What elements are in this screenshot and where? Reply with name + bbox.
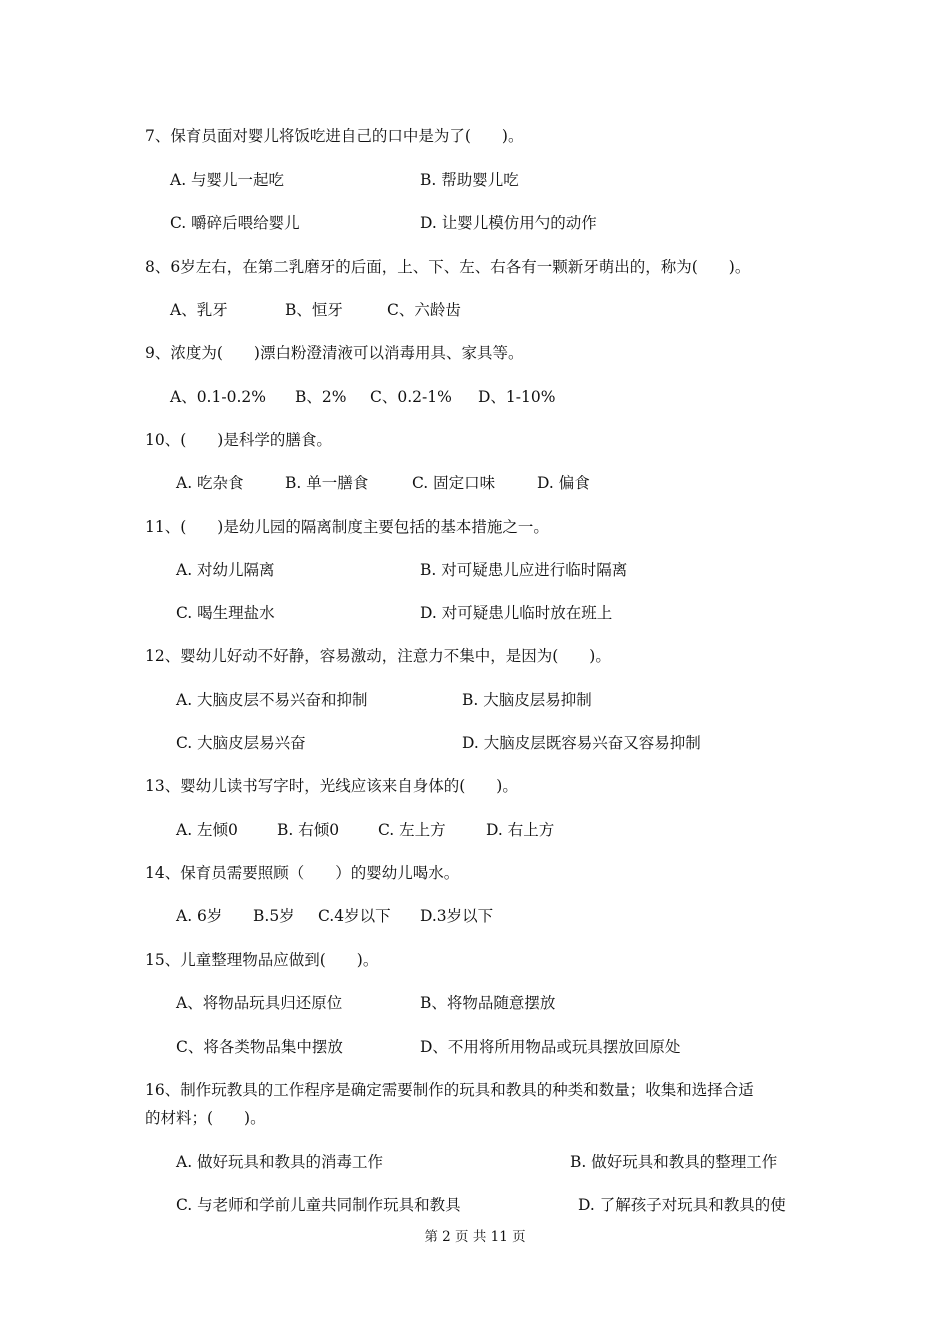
question-16-option-d: D. 了解孩子对玩具和教具的使 [578, 1196, 786, 1214]
question-16-option-b: B. 做好玩具和教具的整理工作 [570, 1153, 778, 1171]
question-11-option-a: A. 对幼儿隔离 [176, 561, 275, 579]
question-12-option-b: B. 大脑皮层易抑制 [462, 691, 592, 709]
question-12-option-a: A. 大脑皮层不易兴奋和抑制 [176, 691, 368, 709]
question-9-stem: 9、浓度为( )漂白粉澄清液可以消毒用具、家具等。 [145, 344, 524, 362]
question-8-stem: 8、6岁左右，在第二乳磨牙的后面，上、下、左、右各有一颗新牙萌出的，称为( )。 [145, 258, 751, 276]
question-15-stem: 15、儿童整理物品应做到( )。 [145, 951, 379, 969]
question-10-stem: 10、( )是科学的膳食。 [145, 431, 332, 449]
question-7-option-d: D. 让婴儿模仿用勺的动作 [420, 214, 597, 232]
question-7-option-b: B. 帮助婴儿吃 [420, 171, 519, 189]
question-14-option-d: D.3岁以下 [420, 907, 494, 925]
question-12-stem: 12、婴幼儿好动不好静，容易激动，注意力不集中，是因为( )。 [145, 647, 611, 665]
question-10-option-c: C. 固定口味 [412, 474, 496, 492]
question-11-option-b: B. 对可疑患儿应进行临时隔离 [420, 561, 628, 579]
question-13-option-a: A. 左倾0 [176, 821, 238, 839]
question-13-stem: 13、婴幼儿读书写字时，光线应该来自身体的( )。 [145, 777, 518, 795]
question-15-option-b: B、将物品随意摆放 [420, 994, 556, 1012]
question-13-option-c: C. 左上方 [378, 821, 446, 839]
question-16-stem-line-1: 16、制作玩教具的工作程序是确定需要制作的玩具和教具的种类和数量；收集和选择合适 [145, 1081, 754, 1099]
question-15-option-a: A、将物品玩具归还原位 [176, 994, 343, 1012]
question-14-stem: 14、保育员需要照顾（ ）的婴幼儿喝水。 [145, 864, 460, 882]
question-12-option-d: D. 大脑皮层既容易兴奋又容易抑制 [462, 734, 701, 752]
question-9-option-d: D、1-10% [478, 388, 556, 406]
question-7-option-c: C. 嚼碎后喂给婴儿 [170, 214, 300, 232]
question-9-option-c: C、0.2-1% [370, 388, 452, 406]
page-number-footer: 第 2 页 共 11 页 [424, 1229, 526, 1245]
question-8-option-c: C、六龄齿 [387, 301, 461, 319]
question-16-option-a: A. 做好玩具和教具的消毒工作 [176, 1153, 384, 1171]
question-15-option-c: C、将各类物品集中摆放 [176, 1038, 343, 1056]
question-7-option-a: A. 与婴儿一起吃 [170, 171, 285, 189]
question-11-stem: 11、( )是幼儿园的隔离制度主要包括的基本措施之一。 [145, 518, 549, 536]
question-14-option-c: C.4岁以下 [318, 907, 391, 925]
question-10-option-b: B. 单一膳食 [285, 474, 369, 492]
question-7-stem: 7、保育员面对婴儿将饭吃进自己的口中是为了( )。 [145, 127, 524, 145]
question-15-option-d: D、不用将所用物品或玩具摆放回原处 [420, 1038, 681, 1056]
question-16-option-c: C. 与老师和学前儿童共同制作玩具和教具 [176, 1196, 461, 1214]
question-12-option-c: C. 大脑皮层易兴奋 [176, 734, 306, 752]
question-8-option-b: B、恒牙 [285, 301, 343, 319]
question-14-option-b: B.5岁 [253, 907, 295, 925]
question-9-option-b: B、2% [295, 388, 347, 406]
question-10-option-d: D. 偏食 [537, 474, 590, 492]
question-11-option-d: D. 对可疑患儿临时放在班上 [420, 604, 613, 622]
question-13-option-d: D. 右上方 [486, 821, 555, 839]
question-16-stem-line-2: 的材料；( )。 [145, 1109, 266, 1127]
question-8-option-a: A、乳牙 [170, 301, 228, 319]
question-14-option-a: A. 6岁 [176, 907, 223, 925]
question-13-option-b: B. 右倾0 [277, 821, 340, 839]
question-11-option-c: C. 喝生理盐水 [176, 604, 275, 622]
question-10-option-a: A. 吃杂食 [176, 474, 244, 492]
question-9-option-a: A、0.1-0.2% [170, 388, 266, 406]
